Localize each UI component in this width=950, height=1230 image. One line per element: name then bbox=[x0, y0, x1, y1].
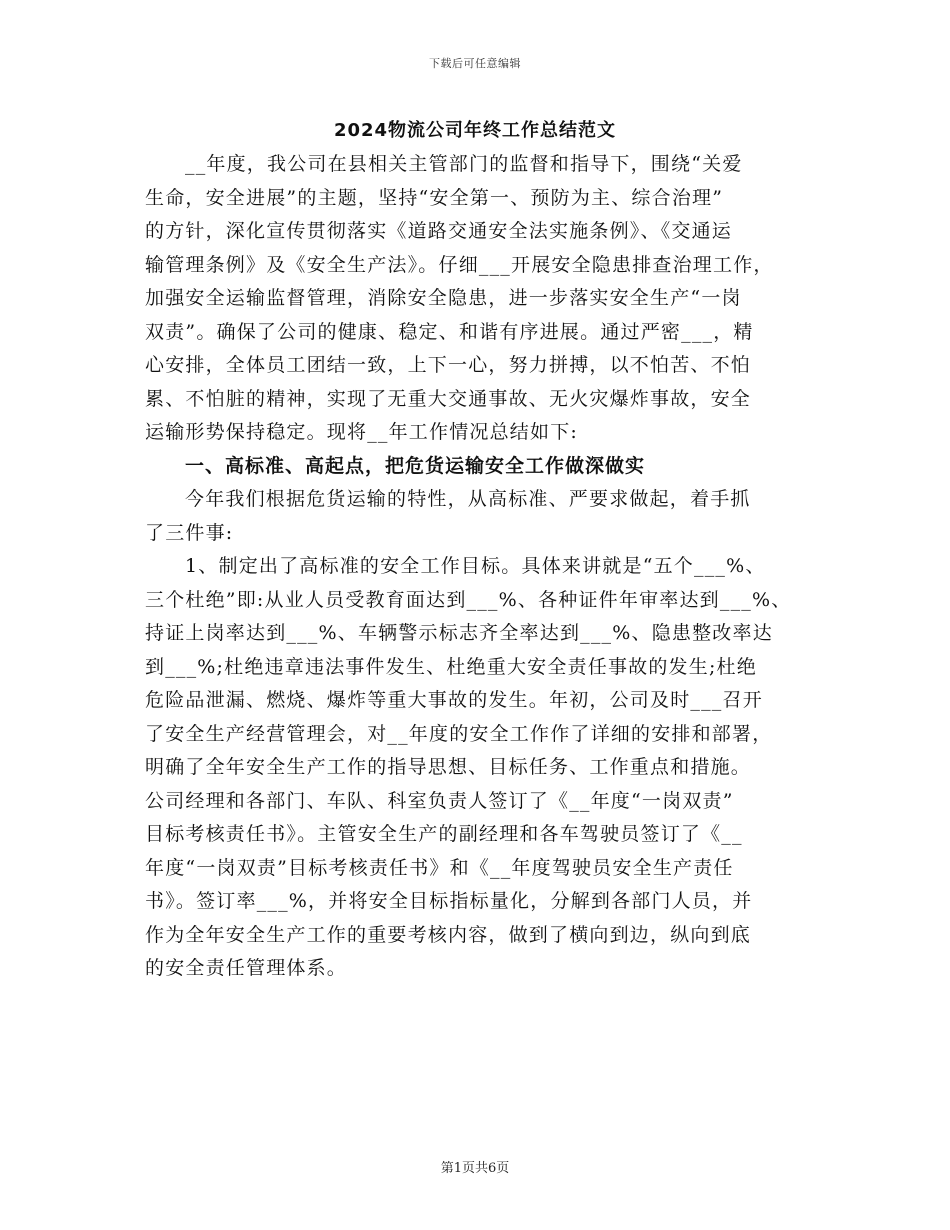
body-text-line: 持证上岗率达到___%、车辆警示标志齐全率达到___%、隐患整改率达 bbox=[145, 622, 773, 644]
body-text-line: 公司经理和各部门、车队、科室负责人签订了《__年度“一岗双责” bbox=[145, 789, 734, 812]
body-text-line: 双责”。确保了公司的健康、稳定、和谐有序进展。通过严密___，精 bbox=[145, 320, 754, 343]
body-text-line: 危险品泄漏、燃烧、爆炸等重大事故的发生。年初，公司及时___召开 bbox=[145, 689, 763, 711]
body-text-line: 生命，安全进展”的主题，坚持“安全第一、预防为主、综合治理” bbox=[145, 186, 724, 209]
section-heading: 一、高标准、高起点，把危货运输安全工作做深做实 bbox=[185, 454, 646, 477]
body-text-line: 了三件事: bbox=[145, 521, 234, 544]
body-text-line: 的安全责任管理体系。 bbox=[145, 957, 348, 979]
page-number: 第1页共6页 bbox=[440, 1161, 510, 1176]
body-text-line: 到___%;杜绝违章违法事件发生、杜绝重大安全责任事故的发生;杜绝 bbox=[145, 655, 757, 678]
body-text-line: 目标考核责任书》。主管安全生产的副经理和各车驾驶员签订了《__ bbox=[145, 823, 743, 845]
body-text-line: 加强安全运输监督管理，消除安全隐患，进一步落实安全生产“一岗 bbox=[145, 287, 742, 309]
document-body bbox=[145, 148, 805, 986]
body-text-line: 今年我们根据危货运输的特性，从高标准、严要求做起，着手抓 bbox=[185, 488, 751, 510]
body-text-line: 累、不怕脏的精神，实现了无重大交通事故、无火灾爆炸事故，安全 bbox=[145, 387, 752, 410]
body-text-line: __年度，我公司在县相关主管部门的监督和指导下，围绕“关爱 bbox=[185, 153, 743, 175]
body-text-line: 书》。签订率___%，并将安全目标指标量化，分解到各部门人员，并 bbox=[145, 890, 753, 912]
body-text-line: 运输形势保持稳定。现将__年工作情况总结如下: bbox=[145, 421, 579, 443]
body-text-line: 1、制定出了高标准的安全工作目标。具体来讲就是“五个___%、 bbox=[185, 555, 766, 577]
body-text-line: 三个杜绝”即:从业人员受教育面达到___%、各种证件年审率达到___%、 bbox=[145, 588, 792, 611]
body-text-line: 了安全生产经营管理会，对__年度的安全工作作了详细的安排和部署， bbox=[145, 722, 773, 745]
document-title: 2024物流公司年终工作总结范文 bbox=[333, 120, 617, 141]
body-text-line: 心安排，全体员工团结一致，上下一心，努力拼搏，以不怕苦、不怕 bbox=[145, 354, 752, 376]
body-text-line: 明确了全年安全生产工作的指导思想、目标任务、工作重点和措施。 bbox=[145, 756, 752, 778]
body-text-line: 的方针，深化宣传贯彻落实《道路交通安全法实施条例》、《交通运 bbox=[145, 220, 733, 242]
body-text-line: 年度“一岗双责”目标考核责任书》和《__年度驾驶员安全生产责任 bbox=[145, 856, 734, 879]
header-note: 下载后可任意编辑 bbox=[429, 57, 521, 70]
body-text-line: 输管理条例》及《安全生产法》。仔细___开展安全隐患排查治理工作， bbox=[145, 253, 774, 276]
body-text-line: 作为全年安全生产工作的重要考核内容，做到了横向到边，纵向到底 bbox=[145, 923, 752, 946]
